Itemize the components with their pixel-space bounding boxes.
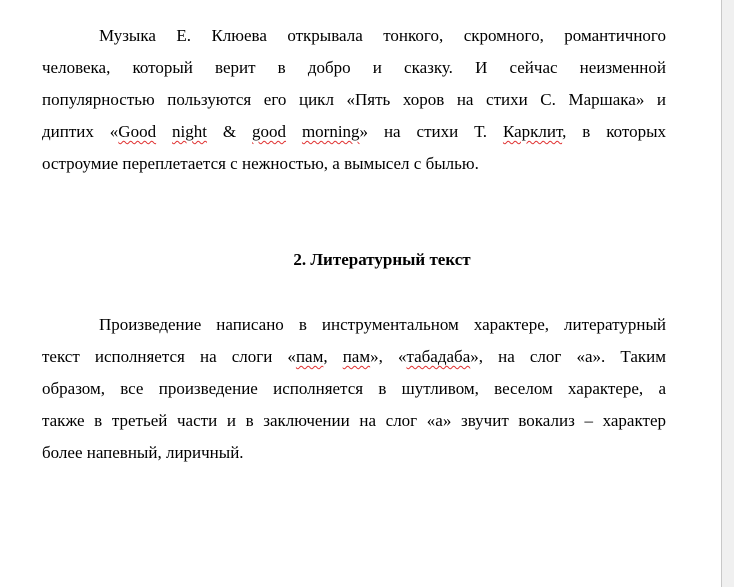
text <box>286 122 302 141</box>
paragraph-line: также в третьей части и в заключении на слог «а» звучит вокализ – характер <box>42 411 666 430</box>
text: », « <box>370 347 407 366</box>
paragraph-line <box>42 347 666 367</box>
misspelled-word[interactable]: Good <box>118 122 157 141</box>
paragraph-line: Музыка Е. Клюева открывала тонкого, скромного, романтичного <box>99 26 666 45</box>
misspelled-word[interactable]: пам <box>342 347 371 366</box>
misspelled-word[interactable]: пам <box>295 347 324 366</box>
paragraph-line <box>42 122 666 142</box>
text: , в которых <box>562 122 667 141</box>
paragraph-line: Произведение написано в инструментальном характере, литературный <box>99 315 666 334</box>
text: текст исполняется на слоги « <box>42 347 296 366</box>
misspelled-word[interactable]: Карклит <box>502 122 563 141</box>
section-heading: 2. Литературный текст <box>293 250 471 269</box>
text: , <box>323 347 343 366</box>
text <box>156 122 172 141</box>
misspelled-word[interactable]: табадаба <box>406 347 471 366</box>
text: », на слог «а». Таким <box>470 347 666 366</box>
paragraph-line: популярностью пользуются его цикл «Пять хоров на стихи С. Маршака» и <box>42 90 666 109</box>
misspelled-word[interactable]: morning <box>301 122 360 141</box>
text: диптих « <box>42 122 119 141</box>
paragraph-line: человека, который верит в добро и сказку. И сейчас неизменной <box>42 58 666 77</box>
paragraph-line: образом, все произведение исполняется в шутливом, веселом характере, а <box>42 379 666 398</box>
paragraph-line: остроумие переплетается с нежностью, а вымысел с былью. <box>42 154 479 173</box>
misspelled-word[interactable]: good <box>252 122 287 141</box>
misspelled-word[interactable]: night <box>172 122 207 141</box>
text: & <box>206 122 253 141</box>
paragraph-line: более напевный, лиричный. <box>42 443 244 462</box>
text: » на стихи Т. <box>359 122 503 141</box>
